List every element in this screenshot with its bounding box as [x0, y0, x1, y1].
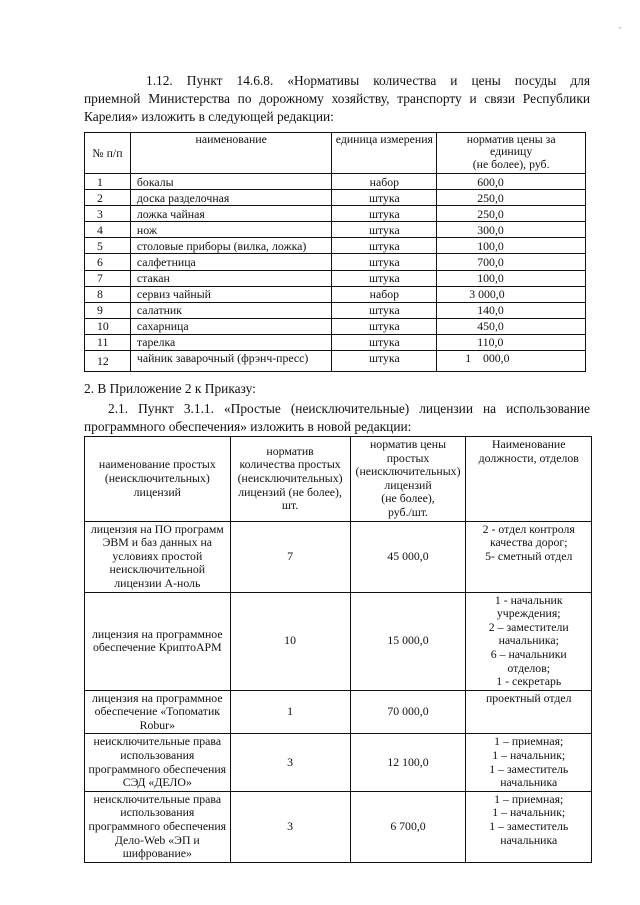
cell-line: отделов;: [507, 660, 551, 675]
table-row: [85, 238, 586, 254]
cell-num: 8: [85, 286, 131, 302]
cell-name: бокалы: [130, 174, 332, 190]
cell-line: 1 – приемная;: [494, 791, 564, 806]
cell-price: 45 000,0: [350, 521, 466, 592]
paragraph-line: 2.1. Пункт 3.1.1. «Простые (неисключительные) лицензии на использование: [108, 401, 590, 416]
cell-line: 1 – приемная;: [494, 734, 564, 749]
cell-line: 2 – заместители: [488, 619, 569, 634]
table-row: [85, 174, 586, 190]
header-price-line: (не более), руб.: [472, 156, 550, 171]
cell-price: 140,0: [437, 302, 586, 318]
cell-unit: штука: [332, 334, 437, 350]
cell-unit: штука: [332, 190, 437, 206]
table-row: [85, 302, 586, 318]
cell-positions: [466, 734, 592, 791]
table-row: [85, 206, 586, 222]
cell-qty: 3: [230, 791, 350, 862]
header-line: (неисключительных): [355, 464, 461, 479]
table-row: [85, 521, 592, 592]
cell-num: 2: [85, 190, 131, 206]
paragraph-line: программного обеспечения» изложить в новой редакции:: [84, 419, 412, 434]
cell-price: 100,0: [437, 270, 586, 286]
cell-price: 70 000,0: [350, 690, 466, 734]
cell-line: условиях простой: [112, 548, 203, 563]
cell-line: начальника: [500, 832, 558, 847]
cell-price: 300,0: [437, 222, 586, 238]
header-line: (неисключительных): [237, 470, 343, 485]
cell-line: ЭВМ и баз данных на: [102, 535, 213, 550]
header-price-line: единицу: [490, 144, 533, 159]
table-row: [85, 286, 586, 302]
header-line: лицензий: [384, 477, 432, 492]
cell-unit: штука: [332, 270, 437, 286]
scan-mark: ,: [618, 24, 629, 30]
cell-line: лицензия на программное: [92, 690, 223, 705]
section-1-12-paragraph: [84, 72, 590, 126]
cell-num: 4: [85, 222, 131, 238]
section-2-heading: 2. В Приложение 2 к Приказу:: [84, 381, 256, 396]
cell-price: 6 700,0: [350, 791, 466, 862]
cell-price: 250,0: [437, 190, 586, 206]
cell-name: [85, 791, 231, 862]
cell-line: 5- сметный отдел: [485, 548, 573, 563]
cell-num: 10: [85, 318, 131, 334]
cell-line: программного обеспечения: [88, 761, 227, 776]
cell-line: учреждения;: [496, 606, 561, 621]
cell-line: 1 - начальник: [494, 592, 563, 607]
paragraph-line: Карелия» изложить в следующей редакции:: [84, 109, 334, 124]
cell-line: 1 – заместитель: [489, 761, 569, 776]
cell-num: 1: [85, 174, 131, 190]
cell-unit: набор: [332, 174, 437, 190]
table-row: [85, 734, 592, 791]
cell-name: сервиз чайный: [130, 286, 332, 302]
header-line: количества простых: [239, 457, 341, 472]
cell-name: [85, 734, 231, 791]
cell-name: ложка чайная: [130, 206, 332, 222]
cell-price: 15 000,0: [350, 592, 466, 690]
table-row: [85, 254, 586, 270]
cell-unit: штука: [332, 302, 437, 318]
cell-price: 3 000,0: [437, 286, 586, 302]
table-row: [85, 318, 586, 334]
cell-name: тарелка: [130, 334, 332, 350]
cell-price: 700,0: [437, 254, 586, 270]
cell-line: качества дорог;: [489, 535, 568, 550]
cell-num: 12: [85, 351, 131, 372]
cell-price: 600,0: [437, 174, 586, 190]
header-line: руб./шт.: [387, 504, 429, 519]
table-header-row: [85, 133, 586, 174]
header-line: (не более),: [381, 491, 435, 506]
cell-num: 11: [85, 334, 131, 350]
header-num: № п/п: [85, 133, 131, 174]
cell-unit: штука: [332, 238, 437, 254]
cell-num: 3: [85, 206, 131, 222]
header-price: [437, 133, 586, 174]
header-line: шт.: [281, 498, 299, 513]
cell-positions: [466, 592, 592, 690]
cell-line: 1 – заместитель: [489, 819, 569, 834]
header-line: (неисключительных): [104, 470, 210, 485]
cell-qty: 3: [230, 734, 350, 791]
table-row: [85, 791, 592, 862]
header-line: Наименование: [491, 437, 566, 451]
cell-line: 6 – начальники: [490, 646, 567, 661]
cell-line: 1 - секретарь: [496, 674, 562, 689]
cell-line: 1 – начальник;: [492, 748, 566, 763]
cell-line: шифрование»: [122, 846, 192, 861]
cell-unit: набор: [332, 286, 437, 302]
cell-unit: штука: [332, 254, 437, 270]
cell-num: 5: [85, 238, 131, 254]
header-qty: [230, 437, 350, 522]
cell-price: 100,0: [437, 238, 586, 254]
cell-num: 7: [85, 270, 131, 286]
header-line: лицензий (не более),: [238, 484, 342, 499]
cell-line: Дело-Web «ЭП и: [114, 832, 200, 847]
table-row: [85, 190, 586, 206]
cell-positions: [466, 521, 592, 592]
cell-qty: 1: [230, 690, 350, 734]
cell-name: доска разделочная: [130, 190, 332, 206]
cell-line: использования: [120, 748, 195, 763]
header-line: простых: [386, 450, 430, 465]
table-row: [85, 351, 586, 372]
cell-line: Robur»: [139, 717, 175, 732]
cell-line: обеспечение КриптоАРМ: [93, 640, 222, 655]
cell-name: чайник заварочный (фрэнч-пресс): [130, 351, 332, 372]
cell-line: неисключительные права: [93, 791, 222, 806]
cell-line: 1 – начальник;: [492, 805, 566, 820]
cell-line: проектный отдел: [485, 690, 572, 705]
cell-line: неисключительные права: [93, 734, 222, 749]
cell-qty: 7: [230, 521, 350, 592]
header-name: [85, 437, 231, 522]
table-row: [85, 222, 586, 238]
paragraph-line: приемной Министерства по дорожному хозяйству, транспорту и связи Республики: [84, 91, 590, 106]
cell-line: начальника: [500, 775, 558, 790]
cell-line: использования: [120, 805, 195, 820]
header-line: норматив цены: [369, 437, 447, 451]
cell-line: лицензии А-ноль: [114, 575, 201, 590]
dishes-norms-table: [84, 132, 586, 372]
cell-name: салфетница: [130, 254, 332, 270]
cell-num: 9: [85, 302, 131, 318]
table-row: [85, 334, 586, 350]
cell-unit: штука: [332, 318, 437, 334]
table-header-row: [85, 437, 592, 522]
table-row: [85, 690, 592, 734]
cell-line: программного обеспечения: [88, 819, 227, 834]
header-line: лицензий: [133, 484, 181, 499]
cell-line: СЭД «ДЕЛО»: [122, 775, 192, 790]
cell-price: 12 100,0: [350, 734, 466, 791]
header-line: должности, отделов: [478, 450, 579, 465]
cell-line: лицензия на программное: [92, 626, 223, 641]
cell-line: начальника;: [498, 633, 559, 648]
header-price-line: норматив цены за: [466, 132, 556, 146]
header-price: [350, 437, 466, 522]
cell-positions: [466, 791, 592, 862]
table-row: [85, 270, 586, 286]
header-positions: [466, 437, 592, 522]
header-line: наименование простых: [98, 457, 216, 472]
header-line: норматив: [266, 443, 314, 458]
cell-name: [85, 521, 231, 592]
cell-name: [85, 690, 231, 734]
cell-line: обеспечение «Топоматик: [94, 704, 220, 719]
licenses-norms-table: [84, 436, 592, 863]
cell-line: неисключительной: [109, 562, 206, 577]
table-row: [85, 592, 592, 690]
cell-name: [85, 592, 231, 690]
header-name: наименование: [130, 133, 332, 174]
cell-name: столовые приборы (вилка, ложка): [130, 238, 332, 254]
cell-name: стакан: [130, 270, 332, 286]
paragraph-line: 1.12. Пункт 14.6.8. «Нормативы количества и цены посуды для: [146, 73, 590, 88]
cell-price: 450,0: [437, 318, 586, 334]
cell-name: нож: [130, 222, 332, 238]
cell-price: 110,0: [437, 334, 586, 350]
cell-line: лицензия на ПО программ: [90, 521, 224, 536]
cell-unit: штука: [332, 206, 437, 222]
cell-unit: штука: [332, 351, 437, 372]
section-2-1-paragraph: [84, 400, 590, 436]
cell-name: сахарница: [130, 318, 332, 334]
cell-unit: штука: [332, 222, 437, 238]
header-unit: единица измерения: [332, 133, 437, 174]
cell-line: 2 - отдел контроля: [482, 521, 575, 536]
cell-name: салатник: [130, 302, 332, 318]
cell-qty: 10: [230, 592, 350, 690]
cell-positions: [466, 690, 592, 734]
cell-price: 250,0: [437, 206, 586, 222]
cell-num: 6: [85, 254, 131, 270]
cell-price: 1 000,0: [437, 351, 586, 372]
